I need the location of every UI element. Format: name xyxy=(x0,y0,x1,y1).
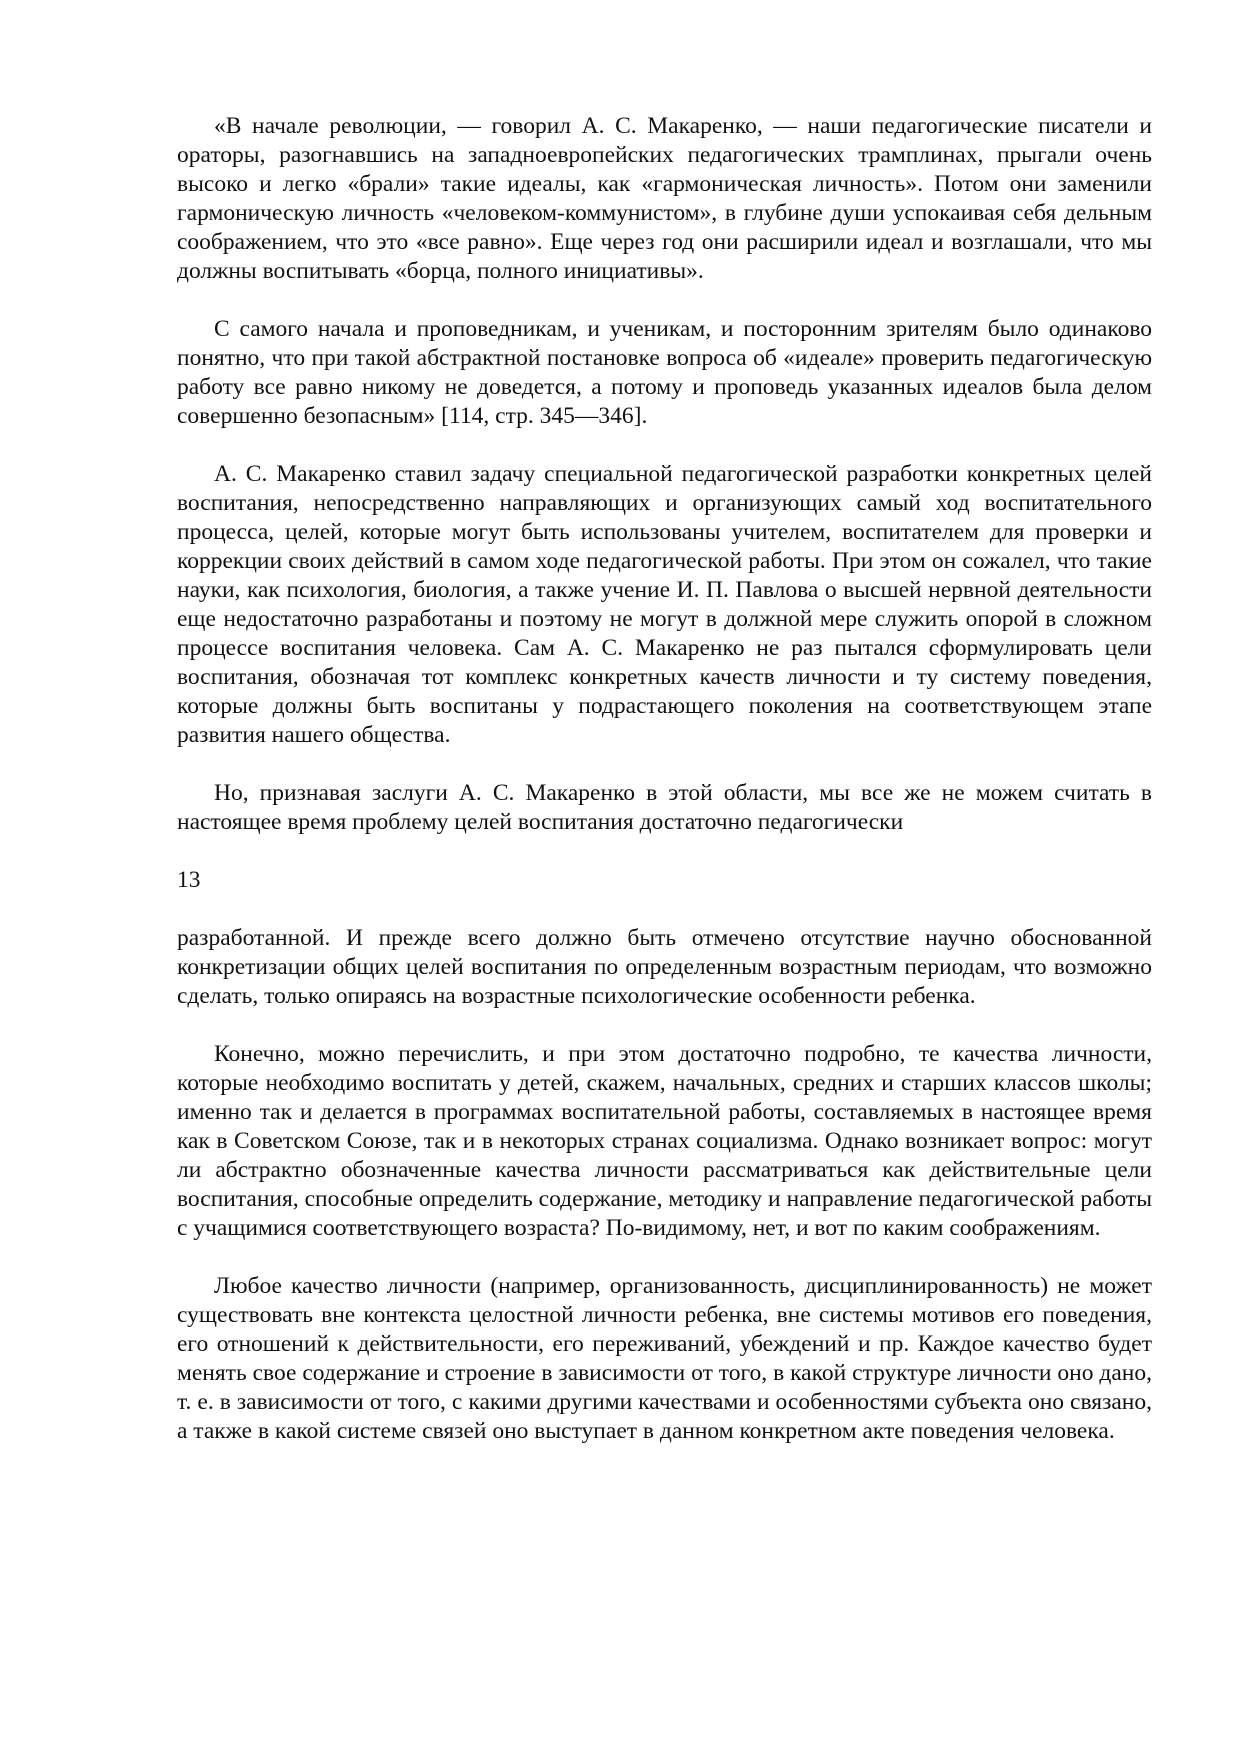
paragraph-quality-context: Любое качество личности (например, организованность, дисциплинированность) не может существовать вне контекста целостной личности ребенка, вне системы мотивов его поведения, его отношений к действительности, его переживаний, убеждений и пр. Каждое качество будет менять свое содержание и строение в зависимости от того, в какой структуре личности оно дано, т. е. в зависимости от того, с какими другими качествами и особенностями субъекта оно связано, а также в какой системе связей оно выступает в данном конкретном акте поведения человека. xyxy=(177,1273,1152,1444)
paragraph-continuation: разработанной. И прежде всего должно быть отмечено отсутствие научно обоснованной конкретизации общих целей воспитания по определенным возрастным периодам, что возможно сделать, только опираясь на возрастные психологические особенности ребенка. xyxy=(177,925,1152,1009)
paragraph-makarenko-quote-2: С самого начала и проповедникам, и ученикам, и посторонним зрителям было одинаково понятно, что при такой абстрактной постановке вопроса об «идеале» проверить педагогическую работу все равно никому не доведется, а потому и проповедь указанных идеалов была делом совершенно безопасным» [114, стр. 345—346]. xyxy=(177,316,1152,429)
paragraph-concrete-goals: А. С. Макаренко ставил задачу специальной педагогической разработки конкретных целей воспитания, непосредственно направляющих и организующих самый ход воспитательного процесса, целей, которые могут быть использованы учителем, воспитателем для проверки и коррекции своих действий в самом ходе педагогической работы. При этом он сожалел, что такие науки, как психология, биология, а также учение И. П. Павлова о высшей нервной деятельности еще недостаточно разработаны и поэтому не могут в должной мере служить опорой в сложном процессе воспитания человека. Сам А. С. Макаренко не раз пытался сформулировать цели воспитания, обозначая тот комплекс конкретных качеств личности и ту систему поведения, которые должны быть воспитаны у подрастающего поколения на соответствующем этапе развития нашего общества. xyxy=(177,461,1152,748)
paragraph-personal-qualities: Конечно, можно перечислить, и при этом достаточно подробно, те качества личности, которые необходимо воспитать у детей, скажем, начальных, средних и старших классов школы; именно так и делается в программах воспитательной работы, составляемых в настоящее время как в Советском Союзе, так и в некоторых странах социализма. Однако возникает вопрос: могут ли абстрактно обозначенные качества личности рассматриваться как действительные цели воспитания, способные определить содержание, методику и направление педагогической работы с учащимися соответствующего возраста? По-видимому, нет, и вот по каким соображениям. xyxy=(177,1041,1152,1241)
page-number: 13 xyxy=(177,867,201,893)
paragraph-makarenko-quote-1: «В начале революции, — говорил А. С. Макаренко, — наши педагогические писатели и ораторы, разогнавшись на западноевропейских педагогических трамплинах, прыгали очень высоко и легко «брали» такие идеалы, как «гармоническая личность». Потом они заменили гармоническую личность «человеком-коммунистом», в глубине души успокаивая себя дельным соображением, что это «все равно». Еще через год они расширили идеал и возглашали, что мы должны воспитывать «борца, полного инициативы». xyxy=(177,113,1152,284)
paragraph-merits-continued: Но, признавая заслуги А. С. Макаренко в этой области, мы все же не можем считать в настоящее время проблему целей воспитания достаточно педагогически xyxy=(177,780,1152,835)
document-page xyxy=(177,112,1152,1475)
